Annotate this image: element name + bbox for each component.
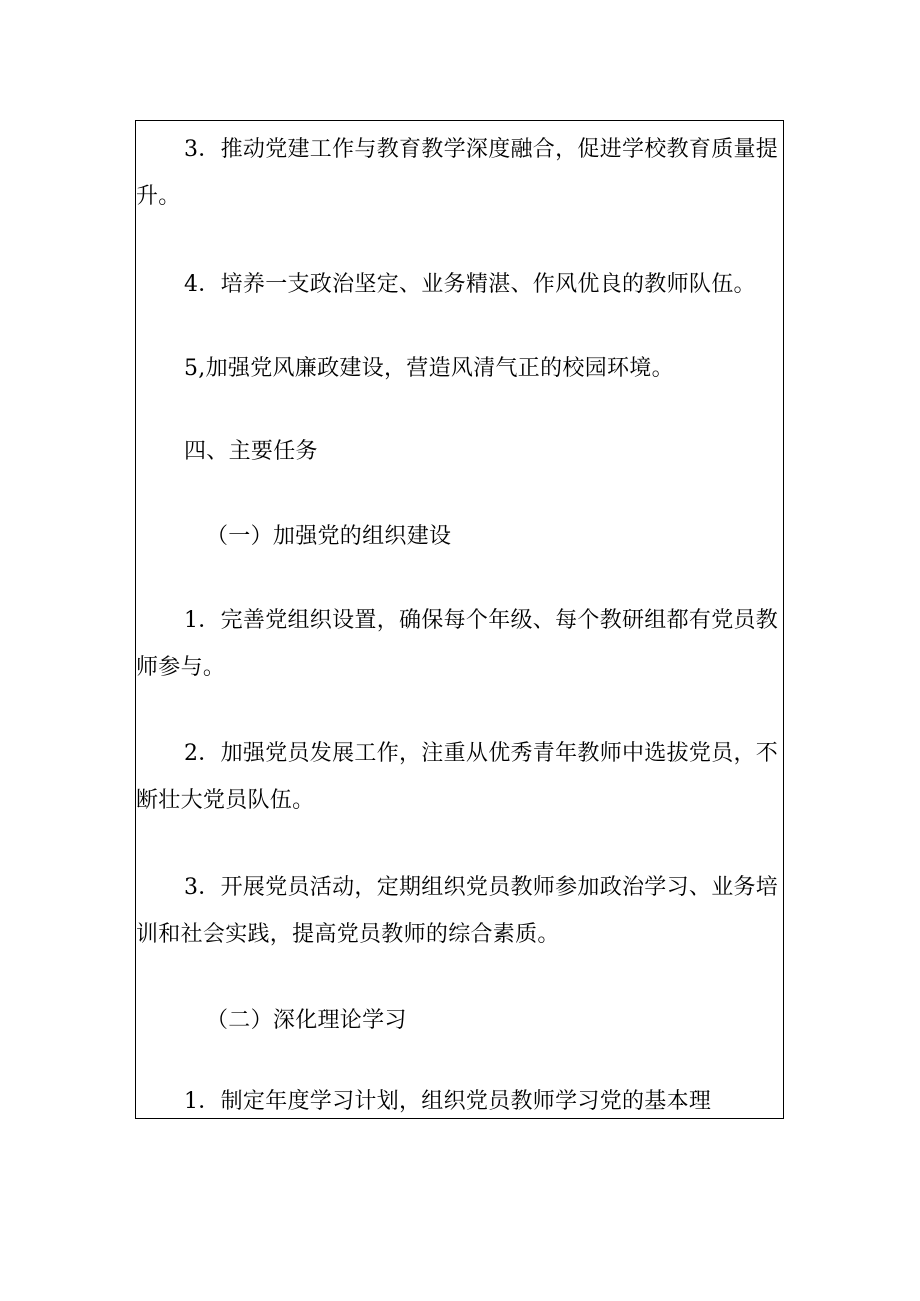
paragraph-goal-3: 3．推动党建工作与教育教学深度融合，促进学校教育质量提升。	[136, 137, 779, 209]
paragraph-theory-1: 1．制定年度学习计划，组织党员教师学习党的基本理	[184, 1089, 712, 1114]
subsection-heading-theory: （二）深化理论学习	[206, 1008, 407, 1033]
paragraph-task-1: 1．完善党组织设置，确保每个年级、每个教研组都有党员教师参与。	[136, 608, 779, 680]
section-heading-main-tasks: 四、主要任务	[184, 439, 318, 464]
paragraph-goal-4: 4．培养一支政治坚定、业务精湛、作风优良的教师队伍。	[184, 272, 756, 297]
paragraph-goal-5: 5,加强党风廉政建设，营造风清气正的校园环境。	[184, 356, 674, 381]
subsection-heading-organization: （一）加强党的组织建设	[206, 524, 452, 549]
paragraph-task-2: 2．加强党员发展工作，注重从优秀青年教师中选拔党员，不断壮大党员队伍。	[136, 741, 779, 813]
paragraph-task-3: 3．开展党员活动，定期组织党员教师参加政治学习、业务培训和社会实践，提高党员教师的综合素质。	[136, 875, 779, 947]
